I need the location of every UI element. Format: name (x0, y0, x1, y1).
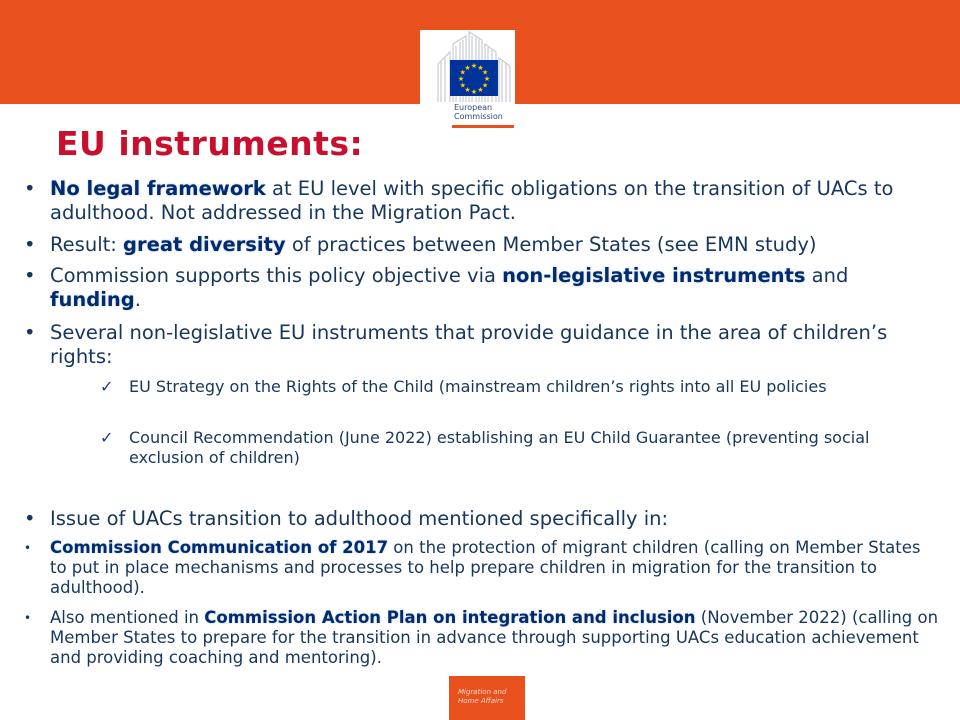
svg-text:★: ★ (482, 68, 489, 77)
issue-text (50, 538, 940, 598)
issue-heading: Issue of UACs transition to adulthood mentioned specifically in: (50, 507, 669, 530)
bullet-dot: • (24, 611, 32, 625)
svg-text:★: ★ (470, 62, 478, 70)
svg-text:★: ★ (477, 86, 484, 95)
highlighted-text: Commission Action Plan on integration and inclusion (204, 608, 696, 627)
svg-text:★: ★ (477, 63, 484, 72)
bullet-text (50, 264, 910, 312)
highlighted-text: No legal framework (50, 177, 266, 200)
bullet-dot: • (24, 541, 32, 555)
highlighted-text: great diversity (123, 233, 286, 256)
svg-text:★: ★ (483, 75, 491, 83)
text-run: Commission supports this policy objective via (50, 264, 503, 287)
svg-text:★: ★ (470, 88, 478, 96)
checkmark-icon: ✓ (100, 428, 114, 447)
footer-line1: Migration and (458, 688, 507, 696)
bullet-dot: • (24, 507, 36, 530)
logo-line2: Commission (454, 112, 503, 121)
highlighted-text: funding (50, 288, 135, 311)
text-run: (November 2022) (calling on Member States to prepare for the transition in advance through supporting UACs education achievement and providing coaching and mentoring). (50, 608, 939, 667)
svg-text:★: ★ (482, 81, 489, 90)
text-run: and (805, 264, 849, 287)
svg-text:★: ★ (459, 68, 466, 77)
issue-text (50, 608, 940, 668)
highlighted-text: Commission Communication of 2017 (50, 538, 389, 557)
logo-underline (452, 125, 514, 128)
svg-text:★: ★ (457, 75, 465, 83)
text-run: Also mentioned in (50, 608, 205, 627)
bullet-dot: • (24, 233, 36, 256)
svg-text:★: ★ (459, 81, 466, 90)
text-run: on the protection of migrant children (calling on Member States to put in place mechanisms and processes to help prepare children in migration for the transition to adulthood). (50, 538, 921, 597)
logo-line1: European (454, 103, 493, 112)
text-run: Result: (50, 233, 124, 256)
bullet-text (50, 177, 910, 225)
text-run: Several non-legislative EU instruments that provide guidance in the area of children’s rights: (50, 321, 888, 368)
text-run: of practices between Member States (see EMN study) (285, 233, 817, 256)
berlaymont-building-icon (420, 30, 515, 102)
bullet-text (50, 233, 910, 257)
svg-text:★: ★ (464, 86, 471, 95)
slide-title: EU instruments: (56, 124, 364, 163)
logo-text (454, 103, 514, 121)
footer-line2: Home Affairs (458, 697, 504, 705)
checkmark-icon: ✓ (100, 377, 114, 396)
sub-bullet-text: Council Recommendation (June 2022) establishing an EU Child Guarantee (preventing social exclusion of children) (129, 428, 870, 467)
bullet-dot: • (24, 177, 36, 200)
european-commission-logo (420, 30, 515, 130)
bullet-text (50, 321, 910, 369)
text-run: . (134, 288, 141, 311)
sub-bullet-text: EU Strategy on the Rights of the Child (mainstream children’s rights into all EU policies (129, 377, 827, 396)
bullet-dot: • (24, 321, 36, 344)
highlighted-text: non-legislative instruments (502, 264, 806, 287)
svg-text:★: ★ (464, 63, 471, 72)
bullet-dot: • (24, 264, 36, 287)
text-run: at EU level with specific obligations on the transition of UACs to adulthood. Not addressed in the Migration Pact. (50, 177, 894, 224)
footer-dg-label (458, 688, 518, 706)
